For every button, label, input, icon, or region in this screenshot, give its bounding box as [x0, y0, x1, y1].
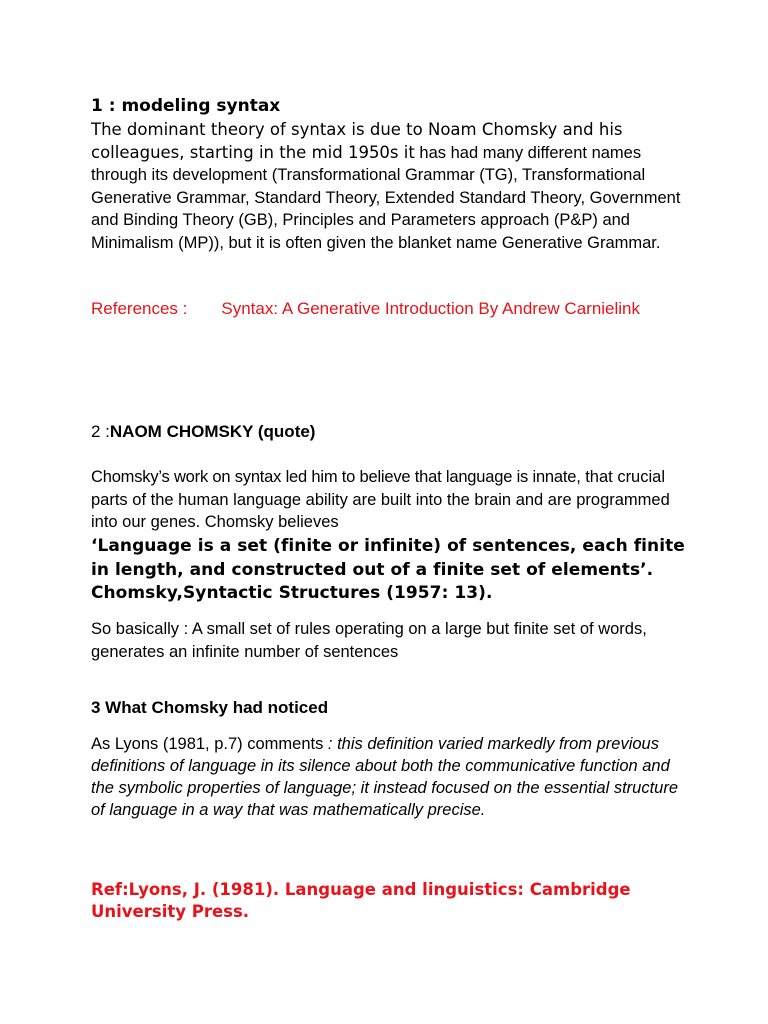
section-2-paragraph-start: Chomsky’s work on syntax led him to believe that language is innate,: [91, 468, 581, 486]
section-1-body-text: has had many different names through its development (Transformational Grammar (TG), Transformational Generative Grammar, Standard Theory, Extended Standard Theory, Government and Binding Theory (GB), Principles and Parameters approach (P&P) and Minimalism (MP)), but it is often given the blanket name Generative Grammar.: [91, 143, 681, 252]
reference-label: References :: [91, 299, 188, 318]
section-1-paragraph: [91, 119, 691, 254]
section-2-heading: [91, 421, 691, 443]
section-2-paragraph: [91, 466, 691, 534]
section-3-paragraph: [91, 733, 691, 821]
section-2-summary: So basically : A small set of rules operating on a large but finite set of words, generates an infinite number of sentences: [91, 620, 647, 661]
section-1-reference: [91, 298, 691, 320]
section-2-heading-prefix: 2 :: [91, 422, 110, 441]
section-3-heading: 3 What Chomsky had noticed: [91, 698, 329, 717]
section-1-lead-text: The dominant theory of syntax is due to Noam Chomsky and his colleagues, starting in the mid 1950s it: [91, 120, 623, 162]
section-1-heading: 1 : modeling syntax: [91, 96, 281, 116]
chomsky-quote: ‘Language is a set (finite or infinite) of sentences, each finite in length, and constructed out of a finite set of elements’. Chomsky,Syntactic Structures (1957: 13).: [91, 536, 685, 603]
section-3-italic-text: : this definition varied markedly from previous definitions of language in its silence about both the communicative function and the symbolic properties of language; it instead focused on the essential structure of language in a way that was mathematically precise.: [91, 735, 679, 819]
section-2-paragraph-rest: that crucial parts of the human language ability are built into the brain and are programmed into our genes. Chomsky believes: [91, 468, 670, 531]
reference-text: Syntax: A Generative Introduction By Andrew Carnielink: [221, 299, 641, 318]
section-2-heading-title: NAOM CHOMSKY (quote): [109, 422, 316, 441]
section-3-intro-text: As Lyons (1981, p.7) comments: [91, 735, 328, 753]
section-3-reference: Ref:Lyons, J. (1981). Language and linguistics: Cambridge University Press.: [91, 880, 631, 921]
